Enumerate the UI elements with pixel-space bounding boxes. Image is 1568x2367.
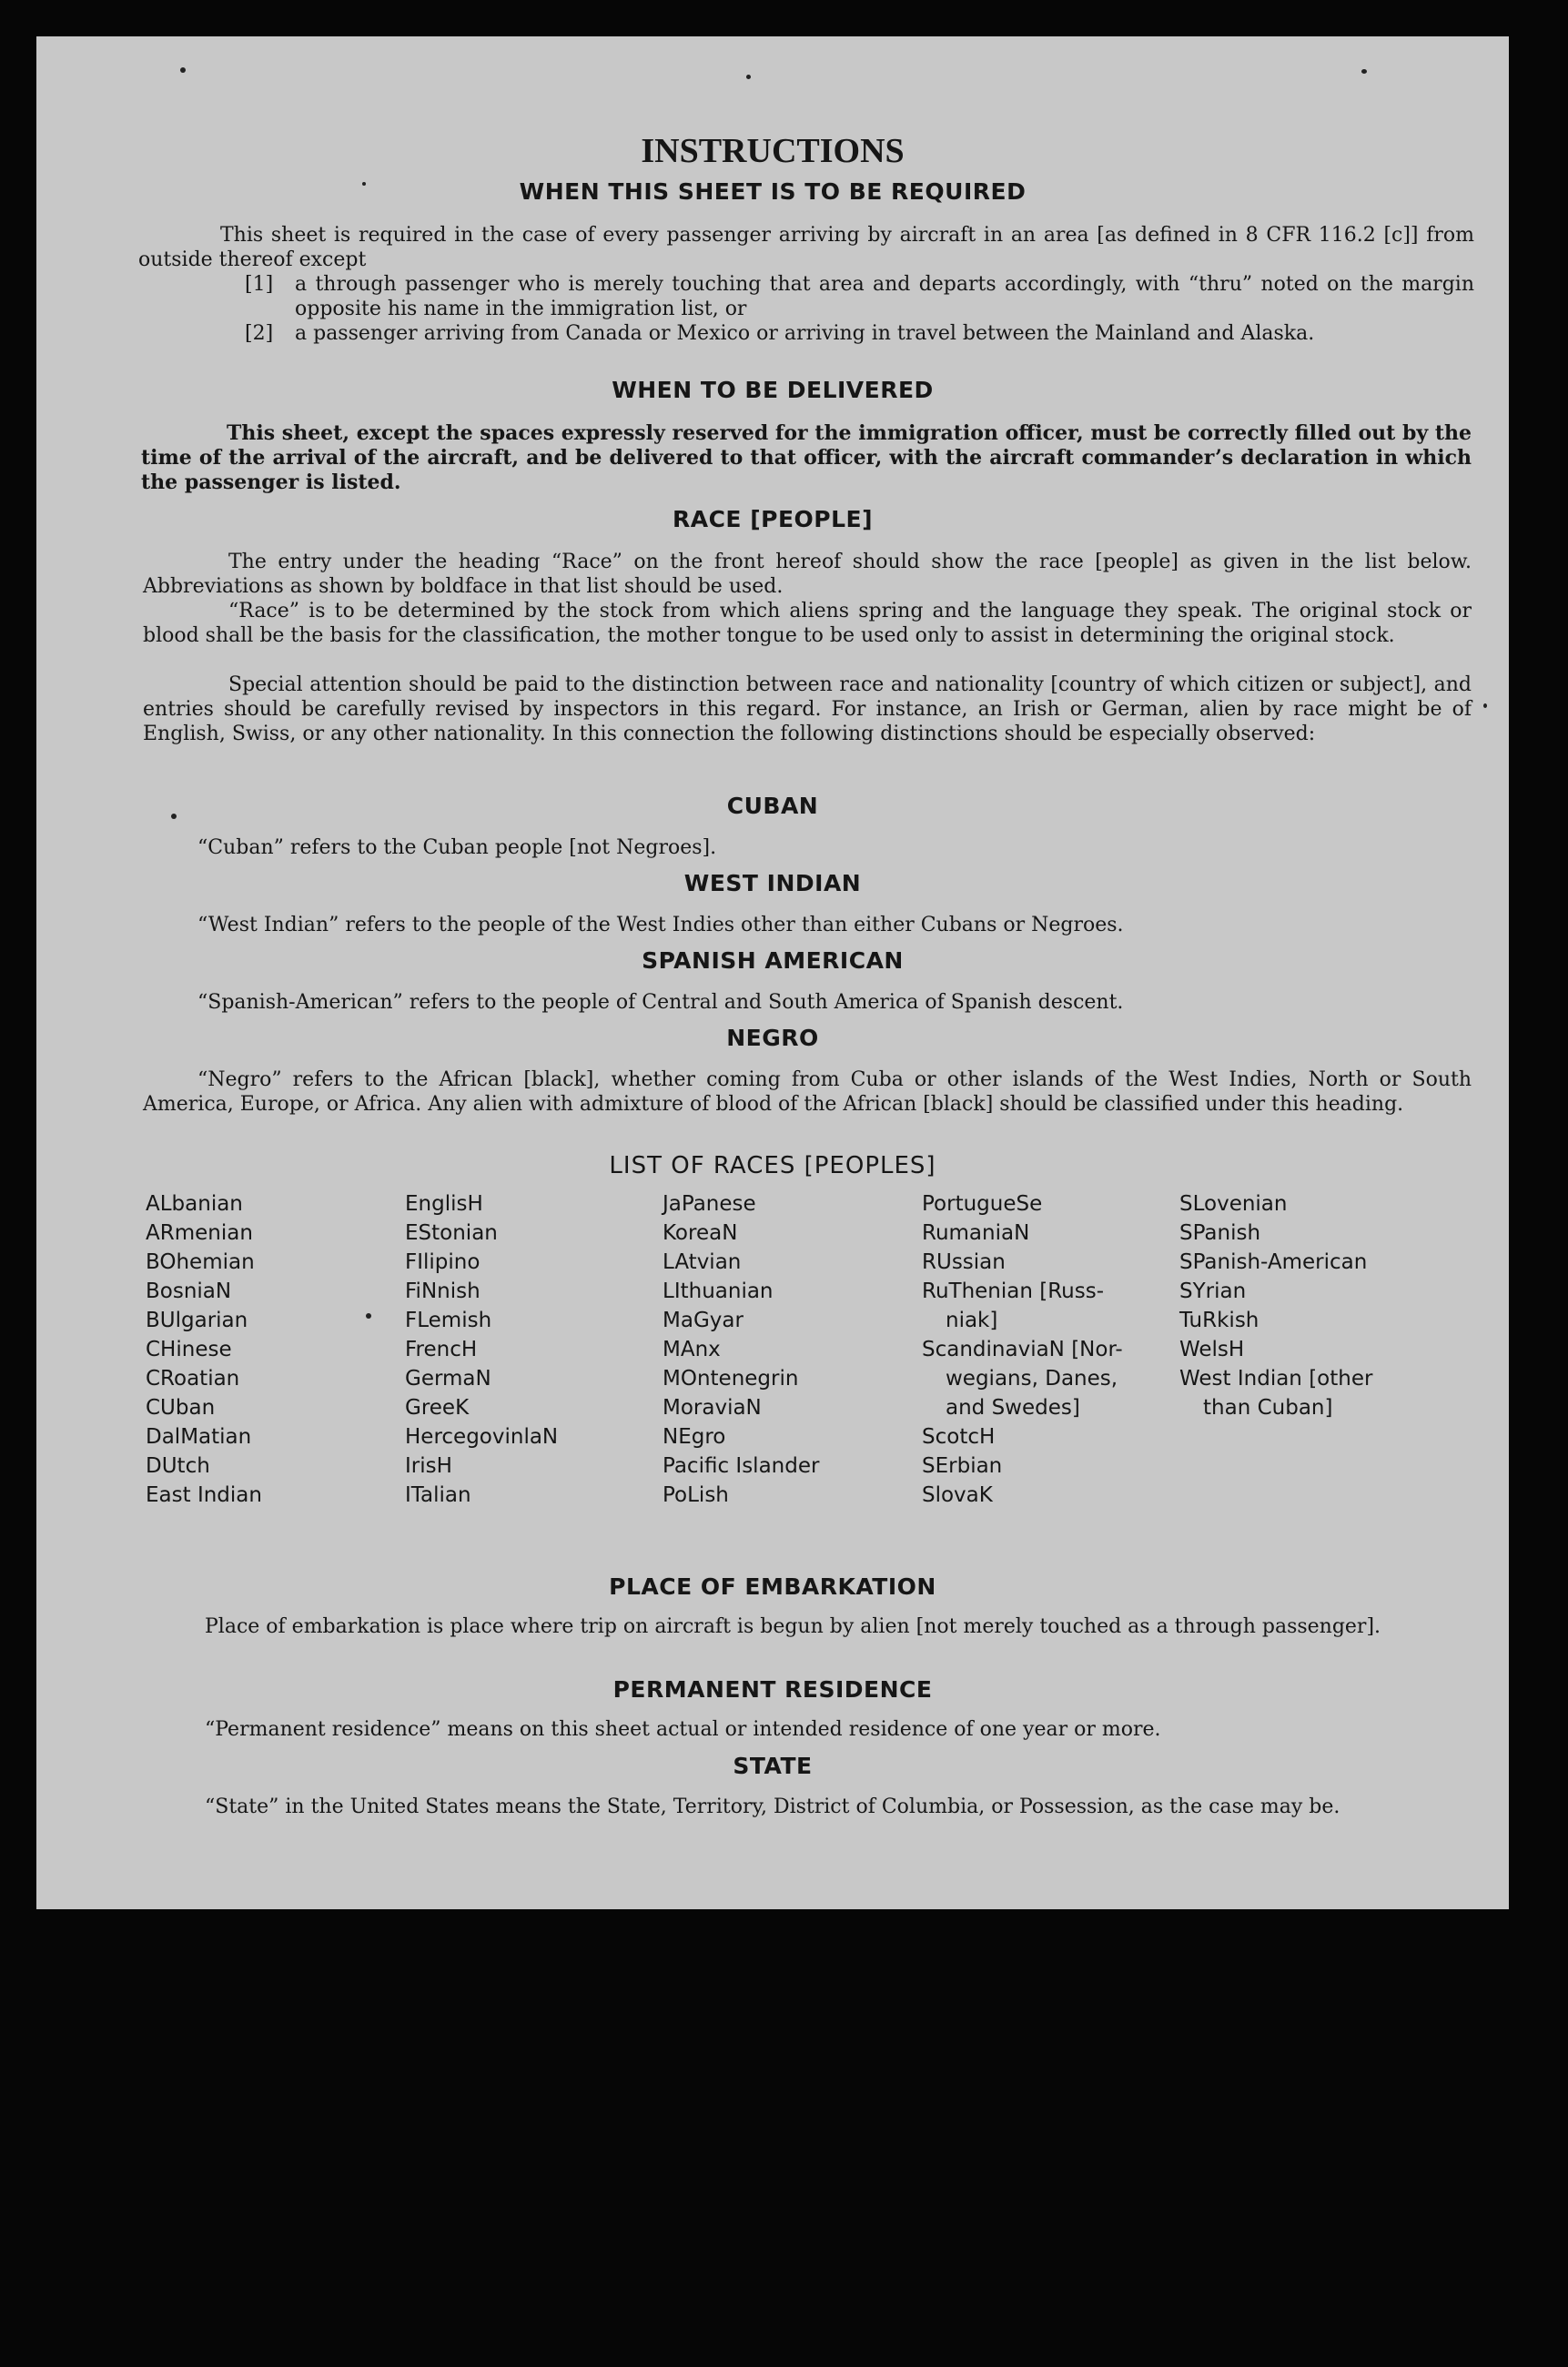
race-entry: DUtch: [146, 1454, 210, 1478]
race-entry: East Indian: [146, 1483, 262, 1507]
race-entry: LIthuanian: [663, 1280, 774, 1303]
race-entry: HercegovinlaN: [405, 1425, 559, 1449]
race-entry: NEgro: [663, 1425, 726, 1449]
heading-race: RACE [PEOPLE]: [672, 506, 874, 532]
spanish-american-text: “Spanish-American” refers to the people of Central and South America of Spanish descent.: [197, 991, 1124, 1014]
race-entry: BosniaN: [146, 1280, 232, 1303]
race-paragraph-1: The entry under the heading “Race” on the front hereof should show the race [people] as given in the list below. Abbreviations as shown by boldface in that list should be used.: [143, 551, 1472, 598]
race-entry: GreeK: [405, 1396, 470, 1420]
race-entry: DalMatian: [146, 1425, 252, 1449]
race-entry: LAtvian: [663, 1250, 742, 1274]
race-entry: PortugueSe: [922, 1192, 1043, 1216]
races-column-2: [405, 1189, 558, 1510]
when-required-intro: This sheet is required in the case of every passenger arriving by aircraft in an area [as defined in 8 CFR 116.2 [c]] from outside thereof except: [138, 224, 1474, 271]
race-entry: KoreaN: [663, 1221, 738, 1245]
race-entry: SErbian: [922, 1454, 1003, 1478]
exception-item-2-number: [2]: [245, 322, 274, 345]
races-column-4: [922, 1189, 1123, 1510]
race-entry: ARmenian: [146, 1221, 253, 1245]
race-entry: ITalian: [405, 1483, 471, 1507]
heading-when-required: WHEN THIS SHEET IS TO BE REQUIRED: [519, 178, 1027, 205]
scan-speck: [362, 182, 366, 186]
heading-list-of-races: LIST OF RACES [PEOPLES]: [609, 1152, 936, 1179]
race-entry: IrisH: [405, 1454, 452, 1478]
heading-cuban: CUBAN: [726, 793, 819, 819]
west-indian-text: “West Indian” refers to the people of the West Indies other than either Cubans or Negroes.: [197, 914, 1124, 936]
scan-speck: [180, 67, 186, 73]
scan-speck: [1483, 703, 1487, 708]
race-entry: CHinese: [146, 1338, 232, 1361]
heading-when-delivered: WHEN TO BE DELIVERED: [612, 377, 934, 403]
embarkation-text: Place of embarkation is place where trip on aircraft is begun by alien [not merely touched as a through passenger].: [205, 1615, 1381, 1638]
scan-speck: [1361, 69, 1367, 74]
permanent-residence-text: “Permanent residence” means on this sheet actual or intended residence of one year or more.: [205, 1718, 1161, 1741]
races-column-3: [663, 1189, 819, 1510]
heading-negro: NEGRO: [726, 1025, 819, 1051]
heading-state: STATE: [733, 1753, 813, 1779]
instruction-sheet: [36, 36, 1509, 1909]
race-entry: RuThenian [Russ-: [922, 1280, 1105, 1303]
race-entry: BOhemian: [146, 1250, 255, 1274]
heading-embarkation: PLACE OF EMBARKATION: [609, 1573, 936, 1600]
races-column-5: [1179, 1189, 1372, 1422]
race-entry: MaGyar: [663, 1309, 744, 1332]
scan-speck: [746, 75, 751, 79]
scan-speck: [366, 1313, 371, 1319]
race-entry-continuation: niak]: [946, 1309, 998, 1332]
race-entry: PoLish: [663, 1483, 729, 1507]
heading-spanish-american: SPANISH AMERICAN: [642, 947, 904, 974]
race-paragraph-3: Special attention should be paid to the distinction between race and nationality [country of which citizen or subject], and entries should be carefully revised by inspectors in this regard. For instance, an Irish or German, alien by race might be of English, Swiss, or any other nationality. In this connection the following distinctions should be especially observed:: [143, 673, 1472, 745]
races-column-1: [146, 1189, 262, 1510]
heading-permanent-residence: PERMANENT RESIDENCE: [612, 1676, 933, 1703]
race-entry: ALbanian: [146, 1192, 243, 1216]
race-entry: ScotcH: [922, 1425, 996, 1449]
race-entry: FiNnish: [405, 1280, 481, 1303]
cuban-text: “Cuban” refers to the Cuban people [not Negroes].: [197, 836, 717, 859]
state-text: “State” in the United States means the State, Territory, District of Columbia, or Possession, as the case may be.: [205, 1795, 1340, 1818]
race-entry: ScandinaviaN [Nor-: [922, 1338, 1123, 1361]
race-entry: CRoatian: [146, 1367, 240, 1391]
race-entry: RumaniaN: [922, 1221, 1030, 1245]
race-entry: MOntenegrin: [663, 1367, 799, 1391]
race-entry: FrencH: [405, 1338, 478, 1361]
race-entry-continuation: and Swedes]: [946, 1396, 1080, 1420]
race-entry: BUlgarian: [146, 1309, 248, 1332]
race-entry: TuRkish: [1179, 1309, 1259, 1332]
page-title: INSTRUCTIONS: [641, 132, 905, 170]
heading-west-indian: WEST INDIAN: [683, 870, 862, 896]
race-entry: SPanish-American: [1179, 1250, 1368, 1274]
exception-item-1-number: [1]: [245, 273, 274, 296]
race-entry: SLovenian: [1179, 1192, 1288, 1216]
race-entry: RUssian: [922, 1250, 1006, 1274]
race-entry-continuation: wegians, Danes,: [946, 1367, 1118, 1391]
race-entry: SlovaK: [922, 1483, 993, 1507]
scan-speck: [171, 814, 177, 819]
race-entry-continuation: than Cuban]: [1203, 1396, 1333, 1420]
when-delivered-text: This sheet, except the spaces expressly reserved for the immigration officer, must be correctly filled out by the time of the arrival of the aircraft, and be delivered to that officer, with the aircraft commander’s declaration in which the passenger is listed.: [141, 421, 1472, 494]
negro-text: “Negro” refers to the African [black], whether coming from Cuba or other islands of the West Indies, North or South America, Europe, or Africa. Any alien with admixture of blood of the African [black] should be classified under this heading.: [143, 1068, 1472, 1116]
race-entry: FIlipino: [405, 1250, 481, 1274]
race-paragraph-2: “Race” is to be determined by the stock from which aliens spring and the language they speak. The original stock or blood shall be the basis for the classification, the mother tongue to be used only to assist in determining the original stock.: [143, 600, 1472, 647]
race-entry: SPanish: [1179, 1221, 1261, 1245]
race-entry: JaPanese: [663, 1192, 756, 1216]
race-entry: MAnx: [663, 1338, 721, 1361]
race-entry: EStonian: [405, 1221, 498, 1245]
race-entry: WelsH: [1179, 1338, 1245, 1361]
race-entry: GermaN: [405, 1367, 491, 1391]
race-entry: MoraviaN: [663, 1396, 762, 1420]
race-entry: CUban: [146, 1396, 216, 1420]
race-entry: EnglisH: [405, 1192, 483, 1216]
race-entry: West Indian [other: [1179, 1367, 1373, 1391]
race-entry: FLemish: [405, 1309, 492, 1332]
race-entry: Pacific Islander: [663, 1454, 820, 1478]
race-entry: SYrian: [1179, 1280, 1247, 1303]
exception-item-2: [245, 321, 1474, 346]
exception-item-1-text: a through passenger who is merely touching that area and departs accordingly, with “thru” noted on the margin opposite his name in the immigration list, or: [295, 273, 1474, 320]
exception-item-1: [245, 272, 1474, 321]
exception-item-2-text: a passenger arriving from Canada or Mexico or arriving in travel between the Mainland and Alaska.: [295, 322, 1315, 345]
